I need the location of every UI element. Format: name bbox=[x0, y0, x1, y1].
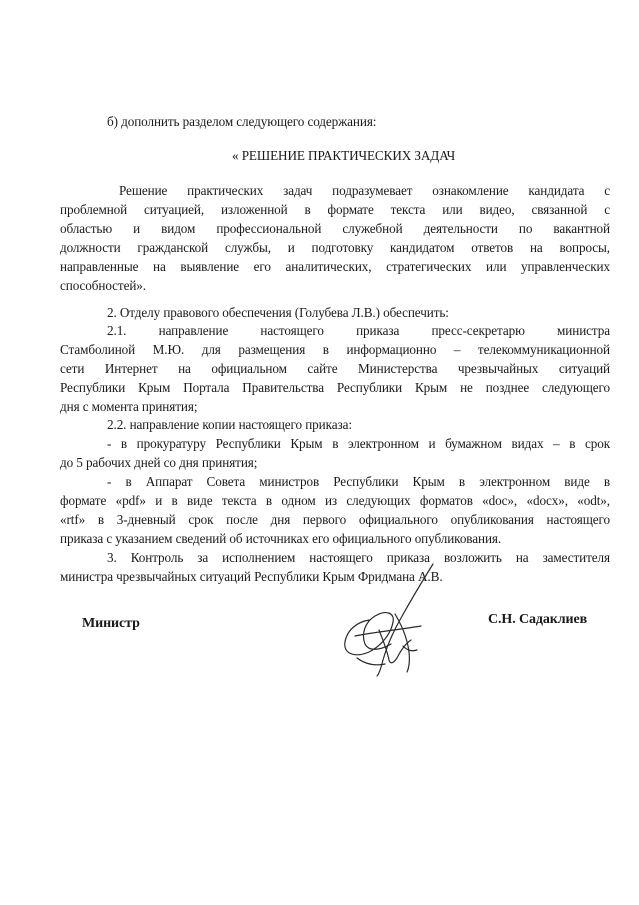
section-heading: « РЕШЕНИЕ ПРАКТИЧЕСКИХ ЗАДАЧ bbox=[232, 148, 456, 163]
item-3-line-1: 3. Контроль за исполнением настоящего приказа возложить на заместителя bbox=[107, 550, 610, 565]
item-2-2-a-line-1: - в прокуратуру Республики Крым в электронном и бумажном видах – в срок bbox=[107, 436, 610, 451]
para1-line-2: проблемной ситуацией, изложенной в формате текста или видео, связанной с bbox=[60, 202, 610, 217]
subpoint-b: б) дополнить разделом следующего содержания: bbox=[107, 114, 377, 129]
item-2-2-b-line-4: приказа с указанием сведений об источниках его официального опубликования. bbox=[60, 531, 502, 546]
item-2-1-line-3: сети Интернет на официальном сайте Министерства чрезвычайных ситуаций bbox=[60, 361, 610, 376]
para1-line-6: способностей». bbox=[60, 278, 146, 293]
item-2-2-a-line-2: до 5 рабочих дней со дня принятия; bbox=[60, 455, 258, 470]
item-2-1-line-4: Республики Крым Портала Правительства Республики Крым не позднее следующего bbox=[60, 380, 610, 395]
item-2-2-b-line-1: - в Аппарат Совета министров Республики Крым в электронном виде в bbox=[107, 474, 610, 489]
signatory-position: Министр bbox=[82, 616, 140, 631]
signatory-name: С.Н. Садаклиев bbox=[488, 612, 588, 627]
para1-line-1: Решение практических задач подразумевает ознакомление кандидата с bbox=[119, 183, 610, 198]
para1-line-4: должности гражданской службы, и подготовку кандидатом ответов на вопросы, bbox=[60, 240, 610, 255]
item-2-2-b-line-2: формате «pdf» и в виде текста в одном из следующих форматов «doc», «docx», «odt», bbox=[60, 493, 610, 508]
para1-line-5: направленные на выявление его аналитических, стратегических или управленческих bbox=[60, 259, 610, 274]
item-2-2-b-line-3: «rtf» в 3-дневный срок после дня первого официального опубликования настоящего bbox=[60, 512, 610, 527]
item-2: 2. Отделу правового обеспечения (Голубева Л.В.) обеспечить: bbox=[107, 305, 449, 320]
item-2-1-line-1: 2.1. направление настоящего приказа пресс-секретарю министра bbox=[107, 323, 610, 338]
handwritten-signature bbox=[335, 560, 445, 680]
item-2-1-line-5: дня с момента принятия; bbox=[60, 399, 198, 414]
para1-line-3: областью и видом профессиональной служебной деятельности по вакантной bbox=[60, 221, 610, 236]
item-3-line-2: министра чрезвычайных ситуаций Республики Крым Фридмана А.В. bbox=[60, 569, 443, 584]
item-2-2: 2.2. направление копии настоящего приказа: bbox=[107, 417, 352, 432]
item-2-1-line-2: Стамболиной М.Ю. для размещения в информационно – телекоммуникационной bbox=[60, 342, 610, 357]
